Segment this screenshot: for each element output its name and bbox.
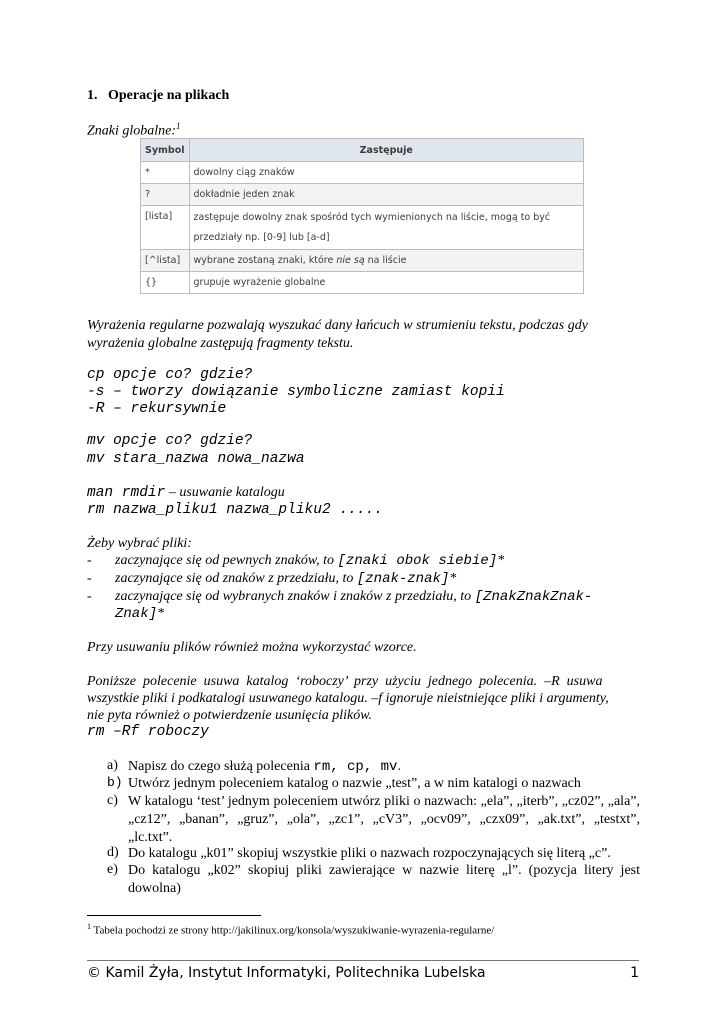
rmdir-line: man rmdir – usuwanie katalogu <box>87 485 285 501</box>
footer-divider <box>87 960 639 961</box>
table-cell-desc <box>189 206 583 250</box>
task-e: Do katalogu „k02” skopiuj pliki zawierające w nazwie literę „l”. (pozycja litery jest dowolna) <box>128 863 640 896</box>
footnote-text: Tabela pochodzi ze strony http://jakilinux.org/konsola/wyszukiwanie-wyrazenia-regularne/ <box>91 924 495 937</box>
table-cell-symbol: [^lista] <box>141 250 190 272</box>
task-c: W katalogu ‘test’ jednym poleceniem utwórz pliki o nazwach: „ela”, „iterb”, „cz02”, „ala”, „cz12”, „banan”, „gruz”, „ola”, „zc1”, „cV3”, „ocv09”, „czx09”, „ak.txt”, „testxt”, „lc.txt”. <box>128 794 640 845</box>
list-bullet: - <box>87 589 92 604</box>
cp-option-r: -R – rekursywnie <box>87 401 227 417</box>
table-row <box>141 250 584 272</box>
rf-paragraph-line3: nie pyta również o potwierdzenie usunięcia plików. <box>87 708 373 723</box>
footnote-divider <box>87 915 261 916</box>
page-number: 1 <box>630 965 639 981</box>
regex-paragraph-line2: wyrażenia globalne zastępują fragmenty tekstu. <box>87 336 354 351</box>
section-number: 1. <box>87 88 98 103</box>
task-a: Napisz do czego służą polecenia rm, cp, mv. <box>128 759 401 775</box>
list-item: zaczynające się od pewnych znaków, to [znaki obok siebie]* <box>115 553 505 569</box>
page-footer <box>87 965 639 981</box>
list-bullet: - <box>87 571 92 586</box>
task-label-e: e) <box>107 862 118 877</box>
list-item: zaczynające się od wybranych znaków i znaków z przedziału, to [ZnakZnakZnak- <box>115 589 593 605</box>
table-header-symbol: Symbol <box>141 139 190 162</box>
table-cell-symbol: * <box>141 162 190 184</box>
table-cell-desc: dowolny ciąg znaków <box>189 162 583 184</box>
mv-example: mv stara_nazwa nowa_nazwa <box>87 451 305 467</box>
table-cell-symbol: [lista] <box>141 206 190 250</box>
patterns-note: Przy usuwaniu plików również można wykorzystać wzorce. <box>87 640 417 655</box>
cp-option-s: -s – tworzy dowiązanie symboliczne zamiast kopii <box>87 384 505 400</box>
task-label-c: c) <box>107 793 118 808</box>
table-row <box>141 206 584 250</box>
table-header-replaces: Zastępuje <box>189 139 583 162</box>
task-label-d: d) <box>107 845 119 860</box>
list-item: zaczynające się od znaków z przedziału, to [znak-znak]* <box>115 571 457 587</box>
table-row <box>141 184 584 206</box>
list-bullet: - <box>87 553 92 568</box>
table-cell-symbol: ? <box>141 184 190 206</box>
footnote <box>87 922 494 937</box>
table-cell-desc: dokładnie jeden znak <box>189 184 583 206</box>
rm-line: rm nazwa_pliku1 nazwa_pliku2 ..... <box>87 502 383 518</box>
section-heading <box>87 88 229 104</box>
table-cell-desc-line2: przedziały np. [0-9] lub [a-d] <box>193 231 330 243</box>
globs-table <box>140 138 584 294</box>
table-cell-desc: wybrane zostaną znaki, które nie są na liście <box>189 250 583 272</box>
footnote-mark: 1 <box>87 922 91 931</box>
task-d: Do katalogu „k01” skopiuj wszystkie pliki o nazwach rozpoczynających się literą „c”. <box>128 846 611 861</box>
select-files-heading: Żeby wybrać pliki: <box>87 536 192 551</box>
globals-intro: Znaki globalne:$^1$ <box>87 121 181 139</box>
mv-line: mv opcje co? gdzie? <box>87 433 253 449</box>
table-row <box>141 162 584 184</box>
table-cell-desc: grupuje wyrażenie globalne <box>189 272 583 294</box>
rf-command: rm –Rf roboczy <box>87 724 209 740</box>
table-header-row <box>141 139 584 162</box>
regex-paragraph-line1: Wyrażenia regularne pozwalają wyszukać dany łańcuch w strumieniu tekstu, podczas gdy <box>87 318 588 333</box>
section-title: Operacje na plikach <box>108 88 230 103</box>
table-row <box>141 272 584 294</box>
task-label-b: b) <box>107 775 123 790</box>
table-cell-desc-line1: zastępuje dowolny znak spośród tych wymienionych na liście, mogą to być <box>193 211 551 223</box>
footer-text: © Kamil Żyła, Instytut Informatyki, Politechnika Lubelska <box>87 965 486 981</box>
task-label-a: a) <box>107 758 118 773</box>
footnote-ref: 1 <box>176 121 181 131</box>
table-cell-symbol: {} <box>141 272 190 294</box>
list-item-continuation: Znak]* <box>115 606 165 622</box>
cp-line: cp opcje co? gdzie? <box>87 367 253 383</box>
task-b: Utwórz jednym poleceniem katalog o nazwie „test”, a w nim katalogi o nazwach <box>128 776 581 791</box>
rf-paragraph-line2: wszystkie pliki i podkatalogi usuwanego katalogu. –f ignoruje nieistniejące pliki i argumenty, <box>87 691 609 706</box>
rf-paragraph-line1: Poniższe polecenie usuwa katalog ‘roboczy’ przy użyciu jednego polecenia. –R usuwa <box>87 674 603 689</box>
